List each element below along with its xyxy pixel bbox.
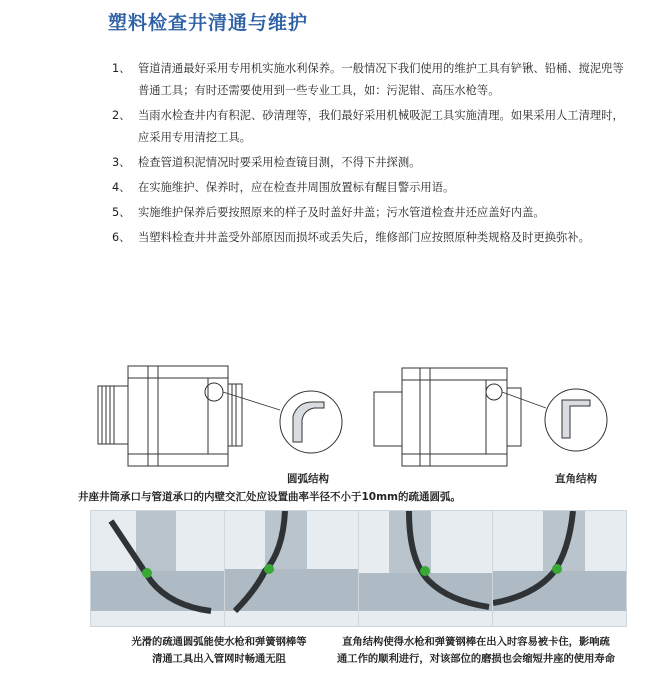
arc-structure-diagram — [88, 358, 348, 470]
list-item: 2、 当雨水检查井内有积泥、砂清理等，我们最好采用机械吸泥工具实施清理。如果采用人工清理时，应采用专用清挖工具。 — [112, 109, 624, 144]
illustration-right-angle-1 — [358, 510, 493, 627]
page-title: 塑料检查井清通与维护 — [108, 12, 309, 34]
list-item: 1、 管道清通最好采用专用机实施水利保养。一般情况下我们使用的维护工具有铲锹、铅桶、搅泥兜等普通工具；有时还需要使用到一些专业工具，如：污泥钳、高压水枪等。 — [112, 62, 624, 97]
list-item: 4、 在实施维护、保养时，应在检查井周围放置标有醒目警示用语。 — [112, 181, 455, 194]
right-angle-structure-caption: 直角结构 — [555, 473, 597, 485]
right-angle-drawback-caption: 直角结构使得水枪和弹簧钢棒在出入时容易被卡住，影响疏 通工作的顺利进行，对该部位的磨损也会缩短井座的使用寿命 — [336, 636, 615, 665]
illustration-arc-1 — [90, 510, 225, 627]
arc-benefit-caption: 光滑的疏通圆弧能使水枪和弹簧钢棒等 清通工具出入管网时畅通无阻 — [131, 636, 307, 665]
arc-structure-caption: 圆弧结构 — [287, 473, 329, 485]
right-angle-detail — [562, 400, 590, 438]
list-item: 5、 实施维护保养后要按照原来的样子及时盖好井盖；污水管道检查井还应盖好内盖。 — [112, 206, 545, 219]
arc-detail — [293, 402, 324, 442]
maintenance-list — [112, 58, 632, 252]
list-item: 3、 检查管道积泥情况时要采用检查镜目测，不得下井探测。 — [112, 156, 421, 169]
list-item: 6、 当塑料检查井井盖受外部原因而损坏或丢失后，维修部门应按照原种类规格及时更换弥补。 — [112, 231, 590, 244]
right-angle-structure-diagram — [370, 358, 630, 470]
illustration-arc-2 — [224, 510, 359, 627]
illustration-right-angle-2 — [492, 510, 627, 627]
design-note: 井座井筒承口与管道承口的内壁交汇处应设置曲率半径不小于10mm的疏通圆弧。 — [78, 491, 461, 503]
